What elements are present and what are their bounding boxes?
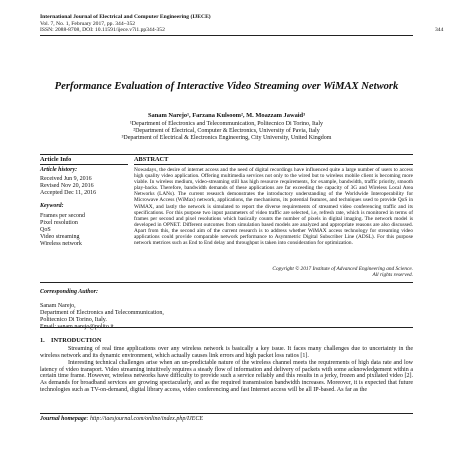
article-info-heading: Article Info [40,156,72,163]
journal-issn: ISSN: 2088-8708, DOI: 10.11591/ijece.v7i1.pp344-352 [40,27,165,34]
corresponding-line: Department of Electronics and Telecommunication, [40,310,164,316]
keyword-item: Wireless network [40,241,82,247]
received-date: Received Jun 9, 2016 [40,175,92,182]
corresponding-line: Sanam Narejo, [40,303,76,309]
journal-volume: Vol. 7, No. 1, February 2017, pp. 344~352 [40,20,136,27]
affiliation-3: ³Department of Electrical & Electronics Engineering, City University, United Kingdom [121,134,332,141]
copyright-line: Copyright © 2017 Institute of Advanced Engineering and Science. [272,266,413,272]
keyword-item: Video streaming [40,234,80,240]
corresponding-top-rule [40,282,413,283]
corresponding-email: Email: sanam.narejo@polito.it [40,324,114,330]
header-rule [40,35,413,36]
homepage-url[interactable]: : http://iaesjournal.com/online/index.php/IJECE [86,416,203,422]
corresponding-label: Corresponding Author: [40,289,98,295]
keyword-item: Pixel resolution [40,220,78,226]
homepage-label: Journal homepage [40,416,87,422]
info-top-rule [40,154,413,155]
author-names: Sanam Narejo¹, Farzana Kulsoom², M. Moazzam Jawaid³ [147,112,306,119]
affiliation-2: ²Department of Electrical, Computer & Electronics, University of Pavia, Italy [133,128,320,135]
keyword-label: Keyword: [40,202,64,209]
journal-homepage [40,416,203,422]
revised-date: Revised Nov 20, 2016 [40,182,94,189]
corresponding-bottom-rule [40,327,413,328]
info-sub-rule [40,164,128,165]
journal-name: International Journal of Electrical and Computer Engineering (IJECE) [40,14,211,20]
rights-line: All rights reserved. [372,272,413,279]
keyword-item: QoS [40,227,51,233]
paragraph: Interesting technical challenges arise when an un-predictable nature of the wireless channel meets the requirements of high data rate and low latency of video transport. Video streaming intuitively requires a steady flow of information and delivery of packets with some acknowledgement within a certain time frame. However, wireless networks have difficulty to provide such a service reliably and this results in a jerky, frozen and pixilated video [2]. As demands for broadband services are growing spectacularly, and as the required transmission bandwidth increases. Moreover, it is expected that future technologies such as TV-on-demand, digital library access, video conferencing and fast Internet access will be all IP-based. As far as the [40,359,413,394]
affiliation-1: ¹Department of Electronics and Telecommunication, Politecnico Di Torino, Italy [129,121,324,128]
section-heading: 1. INTRODUCTION [40,337,102,344]
paragraph: Streaming of real time applications over any wireless network is basically a key issue. It faces many challenges due to uncertainty in the wireless network and its dynamic environment, which actually causes link errors and high packet loss ratios [1]. [40,346,413,359]
introduction-body [40,346,413,394]
author-block [40,113,413,142]
abstract-heading: ABSTRACT [134,156,169,163]
footer-rule [40,413,413,414]
page-number: 344 [435,27,444,34]
abstract-sub-rule [134,164,413,165]
keyword-item: Frames per second [40,213,85,219]
corresponding-line: Politecnico Di Torino, Italy. [40,317,107,323]
paper-title: Performance Evaluation of Interactive Video Streaming over WiMAX Network [54,81,399,92]
accepted-date: Accepted Dec 11, 2016 [40,189,97,196]
article-info [40,167,128,248]
copyright-notice [134,266,413,278]
history-label: Article history: [40,167,78,173]
abstract-text: Nowadays, the desire of internet access and the need of digital recordings have influenced quite a large number of users to access high quality video application. Offering multimedia services not only to the wired but to wireless mobile client is becoming more viable. In wireless medium, video-streaming still has high resource requirements, for example, bandwidth, traffic priority, smooth play-backs. Therefore, bandwidth demands of these applications are far exceeding the capacity of 3G and Wireless Local Area Networks (LANs). The current research demonstrates the introductory understanding of the Worldwide Interoperability for Microwave Access (WiMax) network, applications, the mechanisms, its potential features, and techniques used to provide QoS in WiMAX, and lastly the network is simulated to report the diverse requirements of streamed video conferencing traffic and its specifications. For this purpose two input parameters of video traffic are selected, i.e, refresh rate, which is monitored in terms of frames per second and pixel resolutions which basically counts the number of pixels in digital imaging. The network model is developed in OPNET. Different outcomes from simulation based models are analyzed and appropriate reasons are also discussed. Apart from this, the second aim of the current research is to address whether WiMAX access technology for streaming video applications could provide comparable network performance to Asymmetric Digital Subscriber Line (ADSL). For this purpose network metrices such as End to End delay and throughput is taken into consideration for optimization. [134,167,413,247]
corresponding-author [40,289,164,331]
journal-header [40,14,444,34]
